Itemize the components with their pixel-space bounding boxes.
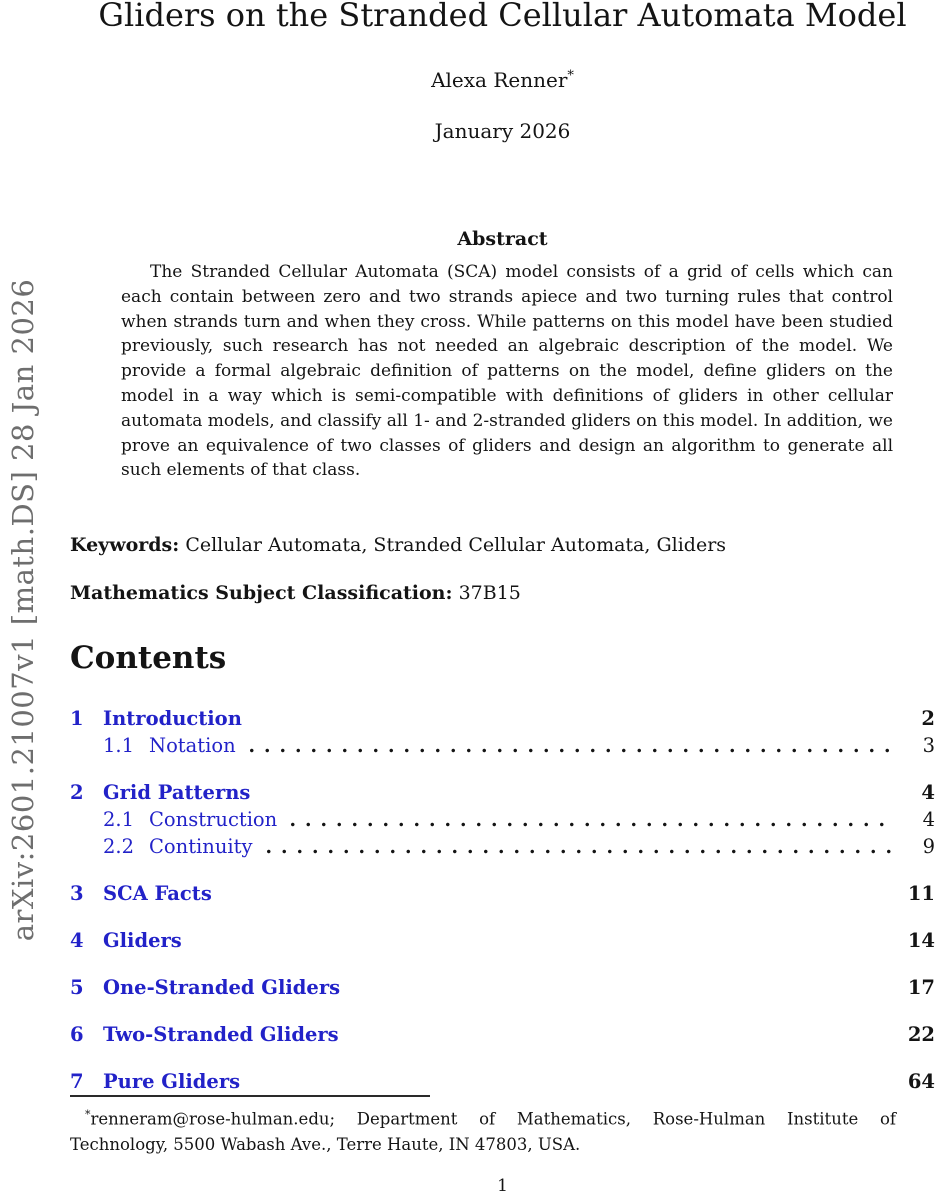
msc-line: [70, 580, 935, 606]
toc-title: Notation: [149, 734, 236, 757]
toc-dot-leader: [212, 883, 899, 905]
toc-page-number: 11: [907, 882, 935, 905]
toc-number: 2.1: [103, 808, 135, 831]
toc-page-number: 64: [907, 1070, 935, 1093]
toc-entry-construction[interactable]: [70, 809, 935, 831]
toc-number: 5: [70, 976, 84, 999]
toc-page-number: 9: [922, 835, 935, 858]
toc-page-number: 3: [922, 734, 935, 757]
footnote-marker: *: [85, 1108, 91, 1121]
msc-value: 37B15: [458, 582, 521, 604]
msc-label: Mathematics Subject Classification:: [70, 582, 453, 604]
keywords-value: Cellular Automata, Stranded Cellular Automata, Gliders: [185, 534, 727, 556]
toc-page-number: 17: [907, 976, 935, 999]
toc-number: 1: [70, 707, 84, 730]
toc-page-number: 4: [922, 808, 935, 831]
publication-date: January 2026: [434, 119, 571, 143]
abstract-text: The Stranded Cellular Automata (SCA) model consists of a grid of cells which can each contain between zero and two strands apiece and two turning rules that control when strands turn and when they cross. While patterns on this model have been studied previously, such research has not needed an algebraic description of the model. We provide a formal algebraic definition of patterns on the model, define gliders on the model in a way which is semi-compatible with definitions of gliders in other cellular automata models, and classify all 1- and 2-stranded gliders on this model. In addition, we prove an equivalence of two classes of gliders and design an algorithm to generate all such elements of that class.: [121, 262, 893, 481]
toc-page-number: 22: [907, 1023, 935, 1046]
toc-page-number: 4: [921, 781, 935, 804]
toc-dot-leader: [182, 930, 899, 952]
toc-title: Introduction: [103, 707, 242, 730]
author-line: [70, 68, 935, 92]
toc-number: 2.2: [103, 835, 135, 858]
toc-page-number: 2: [921, 707, 935, 730]
toc-dot-leader: [340, 977, 899, 999]
keywords-line: [70, 532, 935, 558]
footnote: [70, 1102, 896, 1158]
toc-dot-leader: [250, 782, 899, 804]
toc-title: Two-Stranded Gliders: [103, 1023, 339, 1046]
toc-dot-leader: [242, 735, 891, 757]
toc-title: Gliders: [103, 929, 182, 952]
toc-number: 7: [70, 1070, 84, 1093]
toc-number: 6: [70, 1023, 84, 1046]
table-of-contents: [70, 708, 935, 1093]
toc-entry-two-stranded-gliders[interactable]: [70, 1024, 935, 1046]
contents-heading: Contents: [70, 640, 227, 676]
footnote-rule: [70, 1095, 430, 1097]
paper-title: Gliders on the Stranded Cellular Automata Model: [98, 0, 907, 34]
toc-entry-continuity[interactable]: [70, 836, 935, 858]
toc-title: Grid Patterns: [103, 781, 251, 804]
toc-dot-leader: [240, 1071, 899, 1093]
toc-title: Pure Gliders: [103, 1070, 241, 1093]
toc-title: Continuity: [149, 835, 253, 858]
keywords-label: Keywords:: [70, 534, 180, 556]
toc-number: 3: [70, 882, 84, 905]
toc-dot-leader: [283, 809, 891, 831]
toc-dot-leader: [259, 836, 892, 858]
toc-dot-leader: [242, 708, 899, 730]
author-name: Alexa Renner: [431, 68, 568, 92]
toc-number: 4: [70, 929, 84, 952]
toc-number: 1.1: [103, 734, 135, 757]
toc-dot-leader: [339, 1024, 899, 1046]
toc-page-number: 14: [907, 929, 935, 952]
toc-entry-introduction[interactable]: [70, 708, 935, 730]
toc-entry-one-stranded-gliders[interactable]: [70, 977, 935, 999]
toc-entry-notation[interactable]: [70, 735, 935, 757]
toc-title: SCA Facts: [103, 882, 212, 905]
toc-entry-grid-patterns[interactable]: [70, 782, 935, 804]
author-footnote-marker: *: [567, 68, 574, 84]
toc-entry-pure-gliders[interactable]: [70, 1071, 935, 1093]
toc-entry-gliders[interactable]: [70, 930, 935, 952]
toc-title: One-Stranded Gliders: [103, 976, 341, 999]
footnote-text: renneram@rose-hulman.edu; Department of Mathematics, Rose-Hulman Institute of Technology, 5500 Wabash Ave., Terre Haute, IN 47803, USA.: [70, 1109, 896, 1154]
arxiv-watermark: arXiv:2601.21007v1 [math.DS] 28 Jan 2026: [6, 278, 40, 942]
toc-entry-sca-facts[interactable]: [70, 883, 935, 905]
toc-title: Construction: [149, 808, 278, 831]
abstract-heading: Abstract: [457, 228, 548, 250]
toc-number: 2: [70, 781, 84, 804]
page-number: 1: [497, 1176, 508, 1196]
